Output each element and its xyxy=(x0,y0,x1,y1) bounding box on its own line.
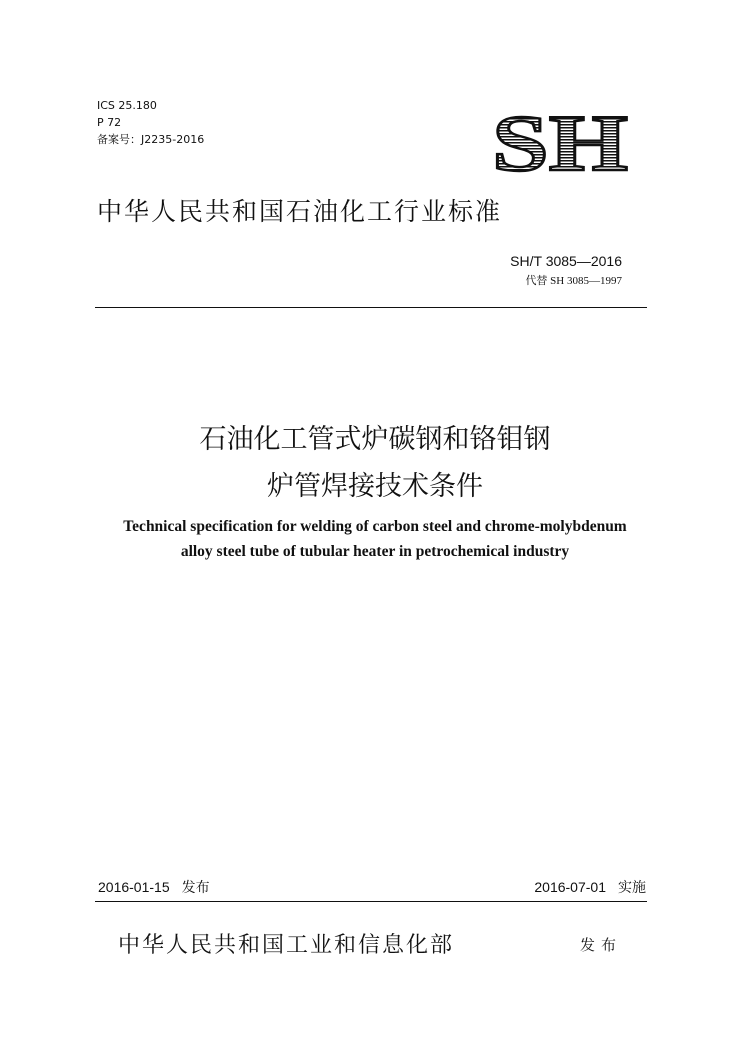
title-en-line1: Technical specification for welding of carbon steel and chrome-molybdenum xyxy=(123,518,627,535)
classification-code: P 72 xyxy=(97,116,122,129)
standard-code: SH/T 3085—2016 xyxy=(510,253,622,269)
title-cn-line1: 石油化工管式炉碳钢和铬钼钢 xyxy=(199,424,551,455)
issuer-name: 中华人民共和国工业和信息化部 xyxy=(118,933,455,958)
issue-label: 发布 xyxy=(181,879,210,895)
issue-date: 2016-01-15 xyxy=(98,879,170,895)
bottom-divider xyxy=(95,901,647,902)
top-divider xyxy=(95,307,647,308)
replaces-standard: 代替 SH 3085—1997 xyxy=(525,275,622,287)
issuer-action: 发布 xyxy=(580,936,623,954)
implement-label: 实施 xyxy=(618,879,646,895)
industry-standard-heading: 中华人民共和国石油化工行业标准 xyxy=(97,197,503,226)
title-en-line2: alloy steel tube of tubular heater in petrochemical industry xyxy=(180,543,570,560)
sh-logo xyxy=(490,106,630,178)
implement-date: 2016-07-01 xyxy=(534,879,606,895)
implement-date-block xyxy=(534,877,646,897)
issue-date-block xyxy=(98,877,210,897)
title-cn-line2: 炉管焊接技术条件 xyxy=(267,471,483,502)
sh-logo-text: SH xyxy=(492,106,628,178)
ics-number: ICS 25.180 xyxy=(97,99,157,112)
record-number: 备案号：J2235-2016 xyxy=(97,133,205,146)
